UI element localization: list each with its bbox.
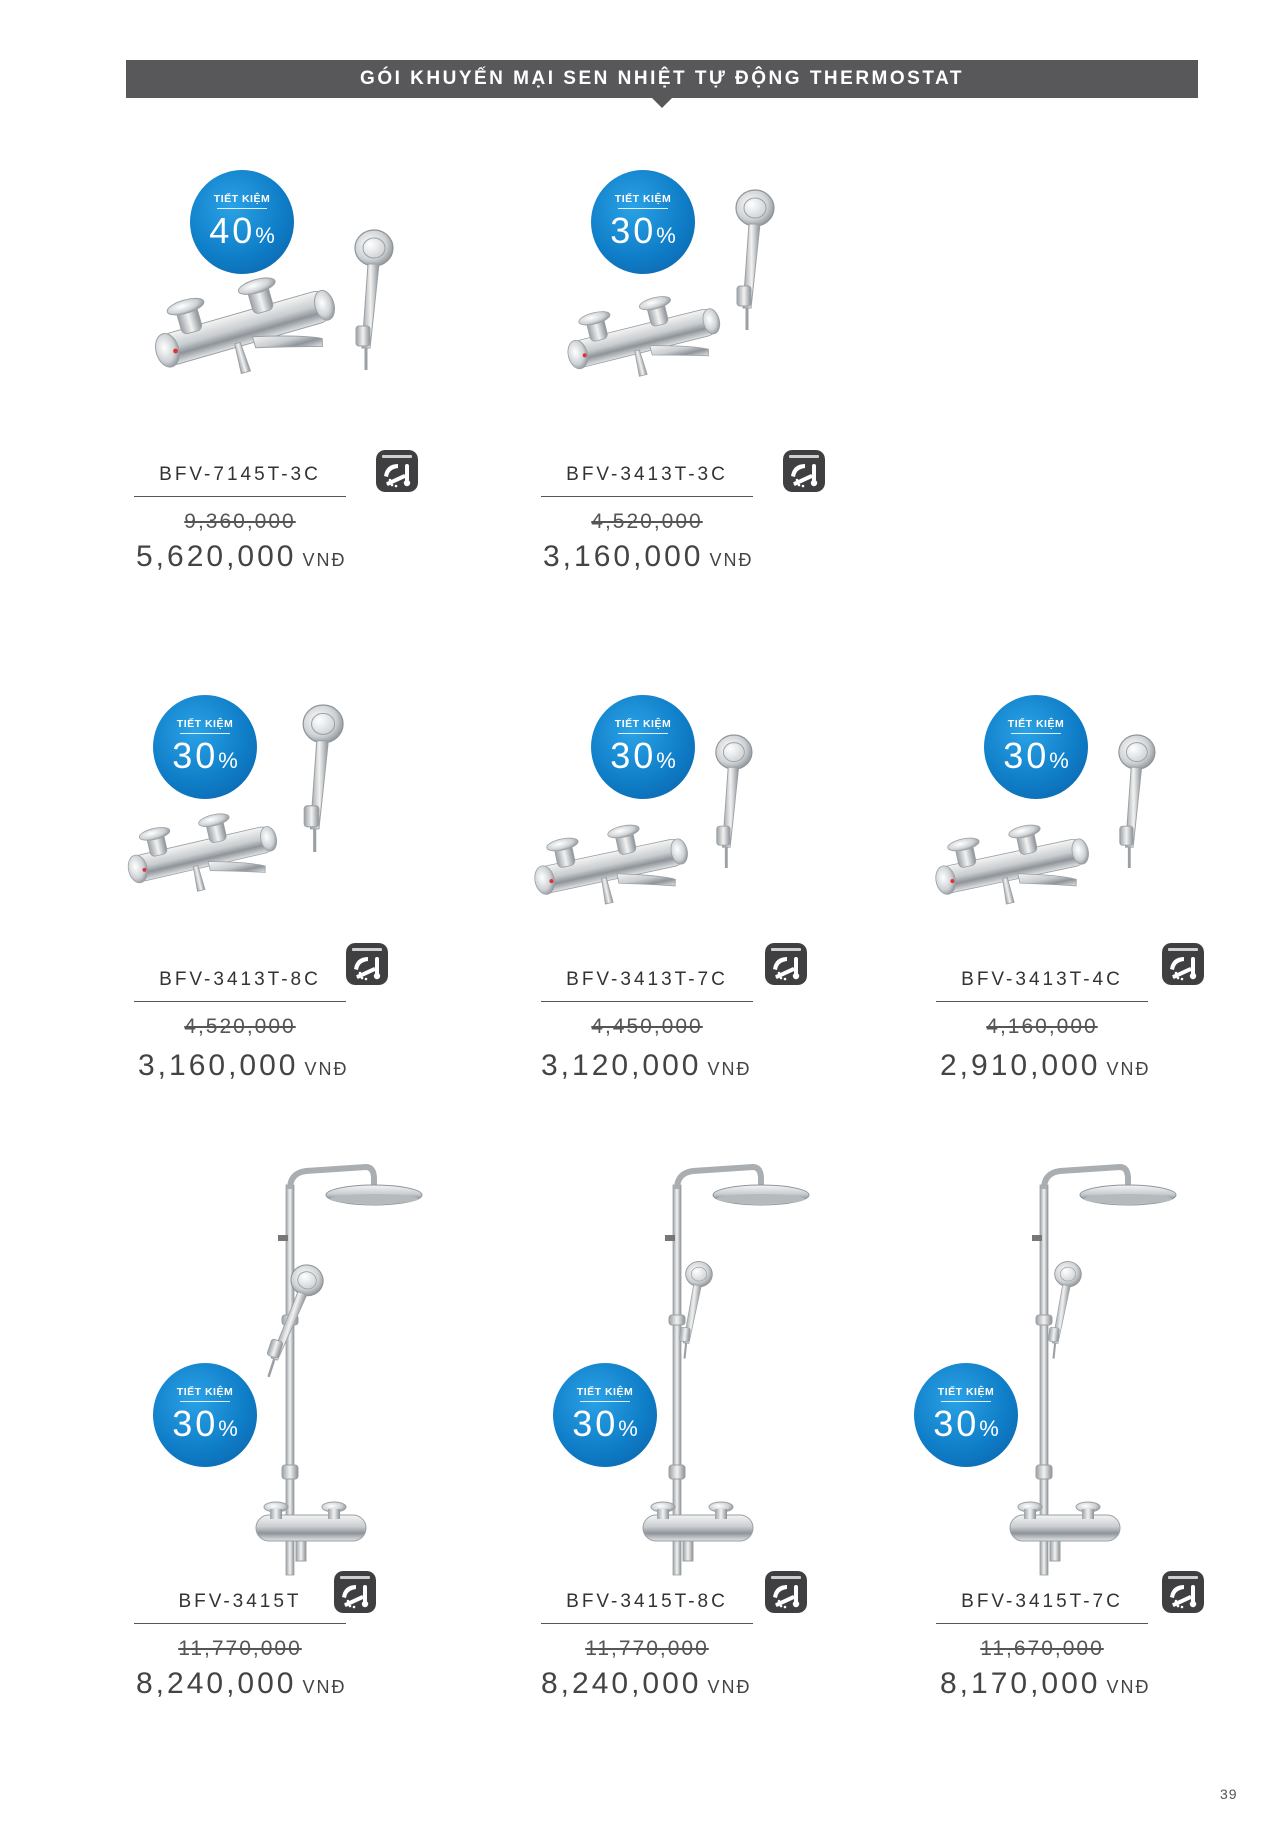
discount-badge [190,170,294,274]
old-price: 4,520,000 [591,510,703,533]
badge-divider [217,208,267,209]
model-underline [936,1623,1148,1624]
product-model: BFV-7145T-3C [159,464,321,485]
discount-badge [553,1363,657,1467]
discount-badge [591,695,695,799]
product-card-bfv-3415t-8c [533,1165,913,1700]
badge-label: TIẾT KIỆM [176,1386,234,1398]
product-card-bfv-3413t-7c [533,675,913,1175]
badge-divider [180,733,230,734]
new-price: 2,910,000 VNĐ [940,1049,1151,1082]
badge-divider [618,733,668,734]
old-price: 11,670,000 [980,1637,1104,1660]
product-card-bfv-3415t-7c [930,1165,1288,1700]
badge-label: TIẾT KIỆM [176,718,234,730]
new-price: 8,240,000 VNĐ [541,1667,752,1700]
model-underline [134,1623,346,1624]
badge-label: TIẾT KIỆM [1007,718,1065,730]
discount-badge [914,1363,1018,1467]
old-price: 11,770,000 [178,1637,302,1660]
badge-percent: 30% [610,210,676,251]
badge-divider [580,1401,630,1402]
page-number: 39 [1220,1786,1238,1802]
new-price: 3,160,000 VNĐ [138,1049,349,1082]
badge-percent: 30% [610,735,676,776]
badge-percent: 40% [209,210,275,251]
new-price: 8,170,000 VNĐ [940,1667,1151,1700]
product-card-bfv-3413t-3c [533,150,913,650]
product-card-bfv-3413t-8c [126,675,506,1175]
product-model: BFV-3413T-7C [566,969,728,990]
product-card-bfv-3413t-4c [930,675,1288,1175]
product-model: BFV-3413T-3C [566,464,728,485]
thermostat-icon [334,1571,376,1613]
badge-percent: 30% [172,735,238,776]
thermostat-icon [1162,1571,1204,1613]
badge-label: TIẾT KIỆM [614,718,672,730]
old-price: 4,520,000 [184,1015,296,1038]
product-model: BFV-3413T-4C [961,969,1123,990]
old-price: 4,450,000 [591,1015,703,1038]
discount-badge [153,695,257,799]
badge-label: TIẾT KIỆM [937,1386,995,1398]
page-header: GÓI KHUYẾN MẠI SEN NHIỆT TỰ ĐỘNG THERMOSTAT [126,60,1198,98]
badge-label: TIẾT KIỆM [614,193,672,205]
product-model: BFV-3415T-8C [566,1591,728,1612]
badge-divider [618,208,668,209]
discount-badge [984,695,1088,799]
badge-divider [180,1401,230,1402]
new-price: 5,620,000 VNĐ [136,540,347,573]
product-model: BFV-3415T-7C [961,1591,1123,1612]
badge-divider [1011,733,1061,734]
badge-divider [941,1401,991,1402]
product-model: BFV-3413T-8C [159,969,321,990]
product-card-bfv-3415t [126,1165,506,1700]
old-price: 4,160,000 [986,1015,1098,1038]
product-image [643,1165,823,1585]
thermostat-icon [376,450,418,492]
discount-badge [153,1363,257,1467]
badge-label: TIẾT KIỆM [213,193,271,205]
thermostat-icon [783,450,825,492]
badge-label: TIẾT KIỆM [576,1386,634,1398]
discount-badge [591,170,695,274]
badge-percent: 30% [933,1403,999,1444]
thermostat-icon [346,943,388,985]
header-notch [652,98,672,108]
badge-percent: 30% [1003,735,1069,776]
thermostat-icon [765,943,807,985]
old-price: 11,770,000 [585,1637,709,1660]
badge-percent: 30% [572,1403,638,1444]
product-image [1010,1165,1190,1585]
thermostat-icon [765,1571,807,1613]
new-price: 3,120,000 VNĐ [541,1049,752,1082]
old-price: 9,360,000 [184,510,296,533]
badge-percent: 30% [172,1403,238,1444]
model-underline [541,1623,753,1624]
model-underline [936,1001,1148,1002]
thermostat-icon [1162,943,1204,985]
product-card-bfv-7145t-3c [126,150,506,650]
product-image [256,1165,436,1585]
model-underline [541,1001,753,1002]
new-price: 8,240,000 VNĐ [136,1667,347,1700]
model-underline [134,496,346,497]
model-underline [134,1001,346,1002]
model-underline [541,496,753,497]
new-price: 3,160,000 VNĐ [543,540,754,573]
product-model: BFV-3415T [178,1591,302,1612]
